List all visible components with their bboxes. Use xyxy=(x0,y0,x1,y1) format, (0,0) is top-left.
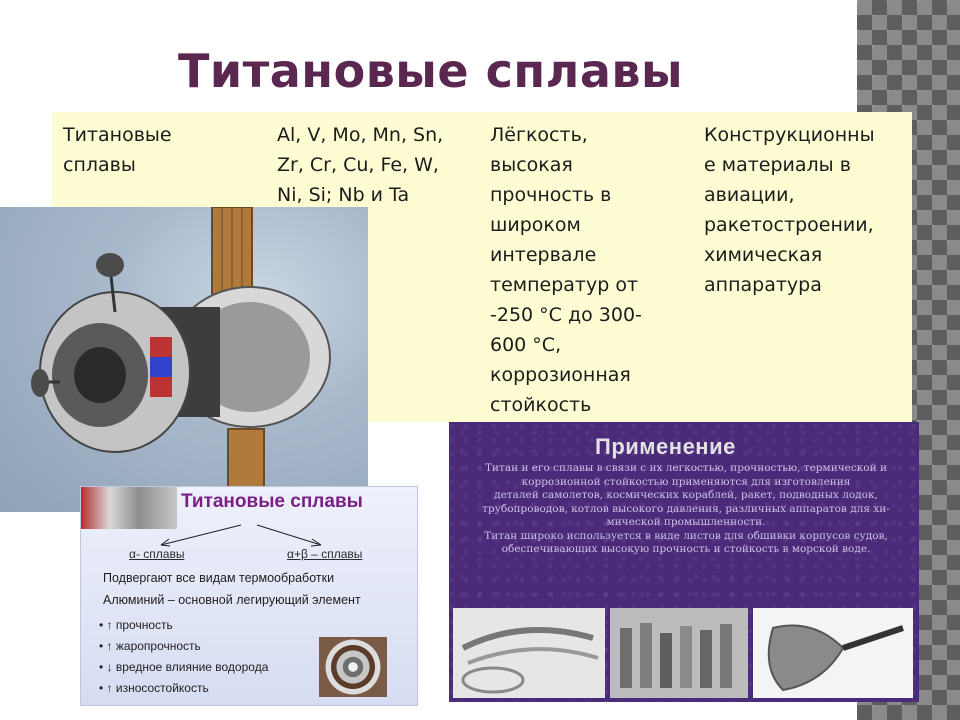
cell-line: авиации, xyxy=(704,184,795,206)
bullet-item: • ↓ вредное влияние водорода xyxy=(99,660,269,674)
cell-line: сплавы xyxy=(63,154,136,176)
spacecraft-illustration xyxy=(0,207,368,512)
application-text xyxy=(463,462,909,557)
cell-line: температур от xyxy=(490,274,639,296)
heat-treatment-line: Подвергают все видам термообработки xyxy=(103,571,335,585)
application-heading: Применение xyxy=(595,434,736,459)
cell-line: высокая xyxy=(490,154,573,176)
cell-line: широком xyxy=(490,214,581,236)
spacecraft-photo xyxy=(0,207,368,512)
application-paragraph: Титан широко используется в виде листов для обшивки корпусов судов, обеспечивающих высокую прочность и стойкость в морской воде. xyxy=(484,529,888,555)
table-cell-material xyxy=(63,120,263,180)
bullet-item: • ↑ износостойкость xyxy=(99,681,209,695)
cell-line: ракетостроении, xyxy=(704,214,874,236)
wheel-photo xyxy=(319,637,387,697)
cell-line: Al, V, Mo, Mn, Sn, xyxy=(277,124,444,146)
alloying-element-line: Алюминий – основной легирующий элемент xyxy=(103,593,361,607)
cell-line: прочность в xyxy=(490,184,612,206)
alpha-alloys-label: α- сплавы xyxy=(129,547,185,561)
bullet-item: • ↑ жаропрочность xyxy=(99,639,201,653)
bullet-item: • ↑ прочность xyxy=(99,618,173,632)
shovel-illustration xyxy=(753,608,913,698)
tools-illustration xyxy=(453,608,605,698)
page-title: Титановые сплавы xyxy=(178,44,684,98)
rods-photo xyxy=(610,608,748,698)
cell-line: Zr, Cr, Cu, Fe, W, xyxy=(277,154,439,176)
cell-line: коррозионная xyxy=(490,364,631,386)
cell-line: Лёгкость, xyxy=(490,124,588,146)
cell-line: Ni, Si; Nb и Ta xyxy=(277,184,410,206)
cell-line: Титановые xyxy=(63,124,172,146)
application-paragraph: деталей самолетов, космических кораблей, ракет, подводных лодок, трубопроводов, котлов высокого давления, различных аппаратов для хи-мической промышленности. xyxy=(482,489,890,528)
cell-line: аппаратура xyxy=(704,274,822,296)
cell-line: Конструкционны xyxy=(704,124,875,146)
application-paragraph: Титан и его сплавы в связи с их легкостью, прочностью, термической и коррозионной стойкостью применяются для изготовления xyxy=(485,462,887,488)
cell-line: стойкость xyxy=(490,394,592,416)
cell-line: 600 °C, xyxy=(490,334,562,356)
shovel-photo xyxy=(753,608,913,698)
tools-photo xyxy=(453,608,605,698)
table-cell-properties xyxy=(490,120,680,420)
cell-line: химическая xyxy=(704,244,823,266)
cell-line: интервале xyxy=(490,244,597,266)
alloys-slide xyxy=(80,486,418,706)
application-slide xyxy=(449,422,919,702)
alloys-slide-title: Титановые сплавы xyxy=(181,491,363,512)
cell-line: е материалы в xyxy=(704,154,851,176)
rods-illustration xyxy=(610,608,748,698)
alpha-beta-alloys-label: α+β – сплавы xyxy=(287,547,363,561)
cell-line: -250 °C до 300- xyxy=(490,304,642,326)
alloys-bullets xyxy=(99,615,268,699)
table-cell-elements xyxy=(277,120,477,210)
table-cell-applications xyxy=(704,120,904,300)
